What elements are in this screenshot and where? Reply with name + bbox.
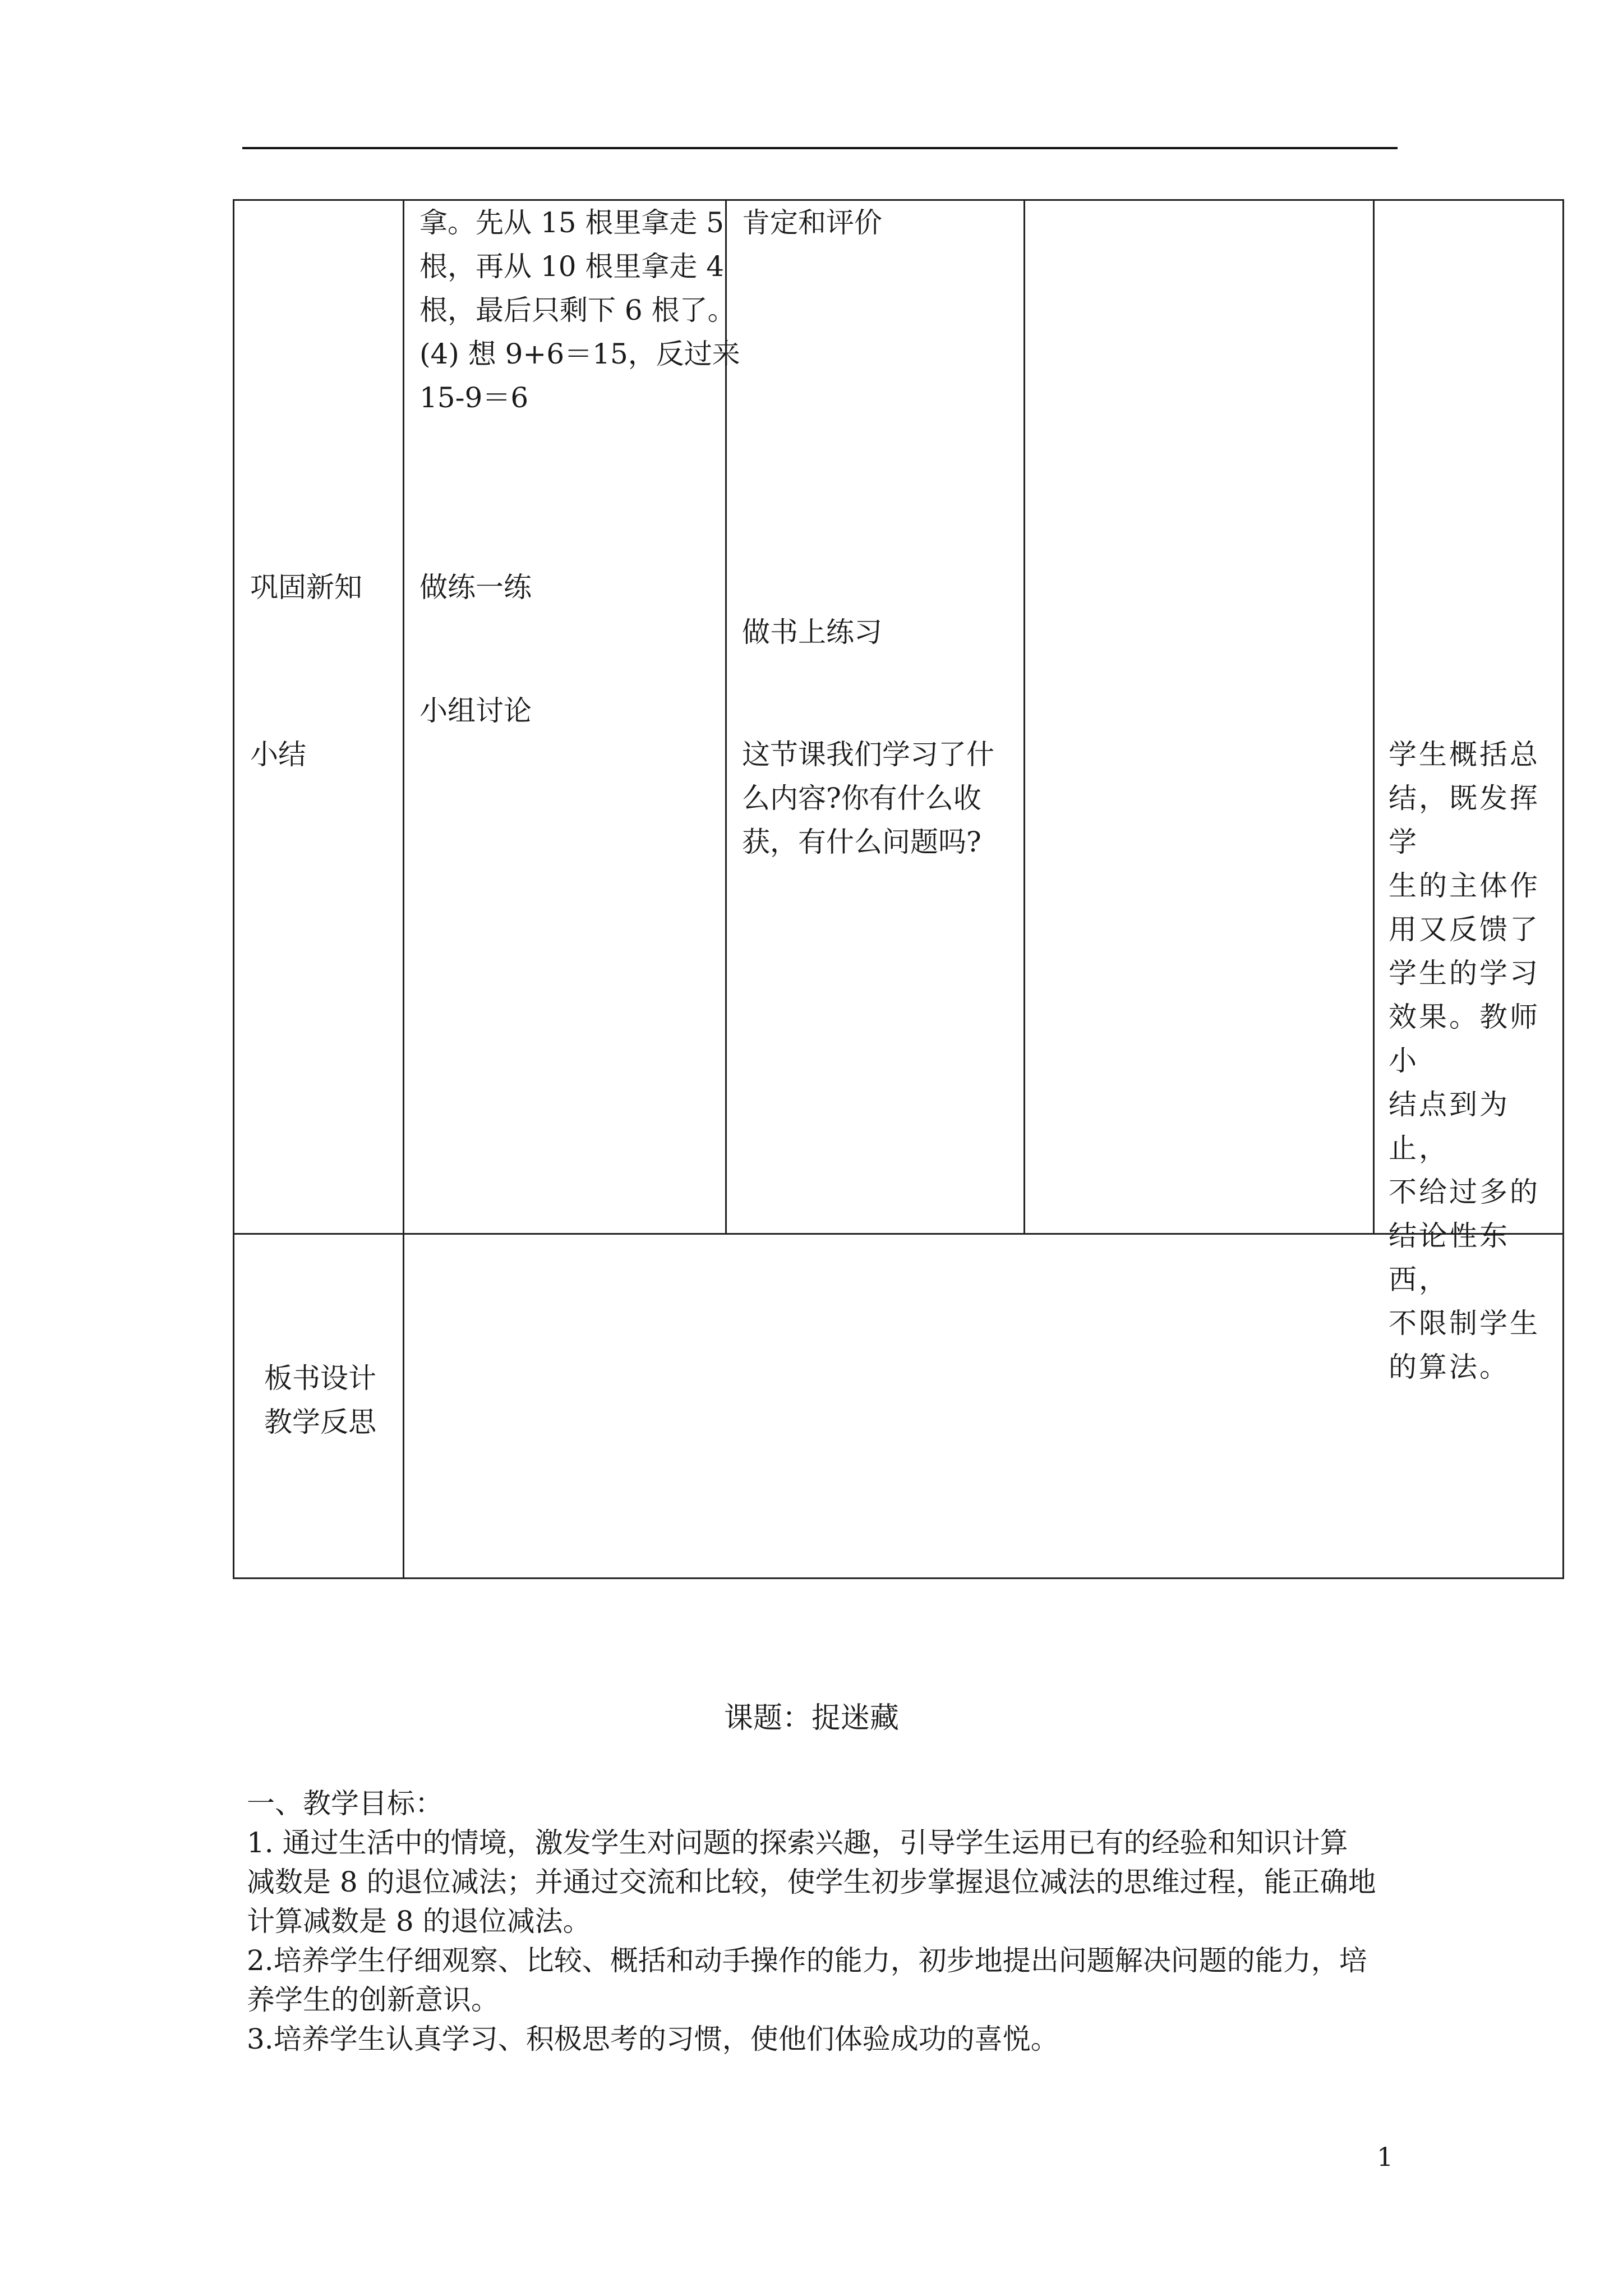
objective-line-6: 3.培养学生认真学习、积极思考的习惯，使他们体验成功的喜悦。 [247,2023,1059,2055]
section-heading-objectives: 一、教学目标： [247,1787,443,1820]
objective-line-5: 养学生的创新意识。 [247,1984,499,2016]
lesson-plan-table [233,199,1564,1579]
objective-line-2: 减数是 8 的退位减法；并通过交流和比较，使学生初步掌握退位减法的思维过程，能正确地 [247,1866,1376,1898]
content-cell-group-discussion: 小组讨论 [419,694,532,727]
header-rule [242,147,1398,149]
continued-content-cell: 拿。先从 15 根里拿走 5 根，再从 10 根里拿走 4 根，最后只剩下 6 根了。 (4) 想 9+6＝15，反过来 15-9＝6 [419,206,740,414]
board-design-reflection-label: 板书设计 教学反思 [264,1362,376,1438]
content-cell-practice: 做练一练 [419,571,532,604]
page-number: 1 [1377,2142,1394,2172]
lesson-title: 课题：捉迷藏 [723,1701,899,1735]
objective-line-1: 1. 通过生活中的情境，激发学生对问题的探索兴趣，引导学生运用已有的经验和知识计算 [247,1826,1348,1859]
objective-line-3: 计算减数是 8 的退位减法。 [247,1905,591,1938]
teacher-cell-summary-question: 这节课我们学习了什 么内容?你有什么收 获，有什么问题吗? [742,738,994,858]
column-divider-1 [403,201,404,1577]
note-cell-summary: 学生概括总 结，既发挥学 生的主体作 用又反馈了 学生的学习 效果。教师小 结点到为止， 不给过多的 结论性东西， 不限制学生 的算法。 [1389,738,1540,1383]
continued-teacher-cell: 肯定和评价 [742,206,882,239]
column-divider-4 [1373,201,1375,1233]
stage-label-consolidate: 巩固新知 [250,571,362,604]
teacher-cell-practice: 做书上练习 [742,616,882,648]
stage-label-summary: 小结 [250,738,306,771]
row-divider [234,1233,1562,1235]
column-divider-3 [1023,201,1025,1233]
objective-line-4: 2.培养学生仔细观察、比较、概括和动手操作的能力，初步地提出问题解决问题的能力，培 [247,1944,1367,1977]
